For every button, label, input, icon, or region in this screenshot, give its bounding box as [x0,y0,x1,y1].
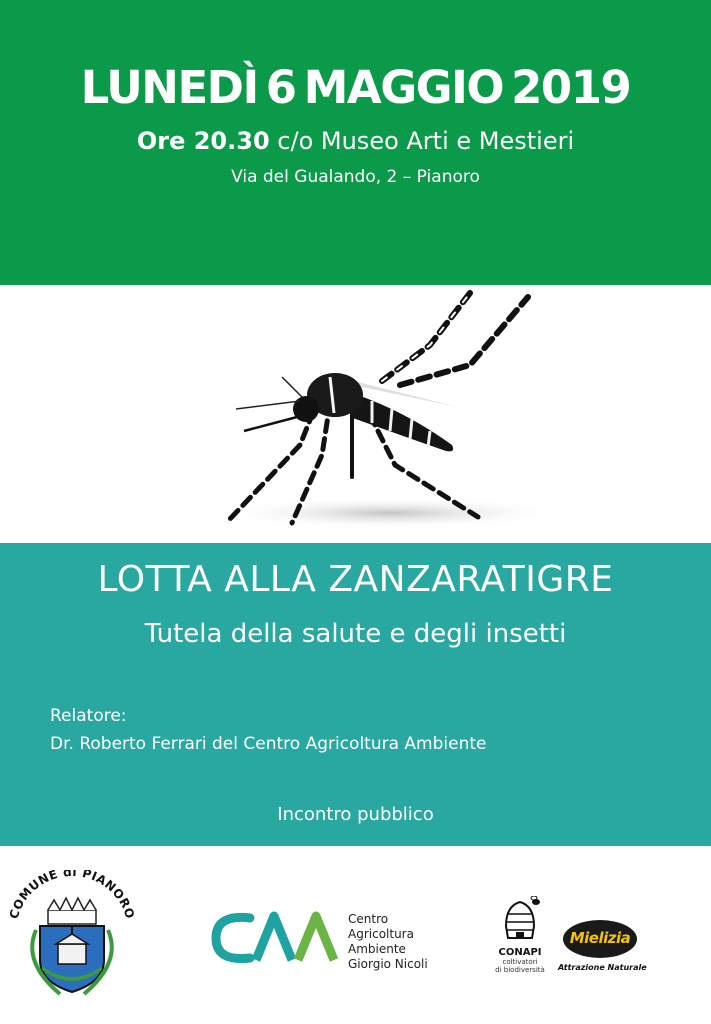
date-month: MAGGIO [303,61,504,114]
event-time-venue [0,125,711,157]
mosquito-illustration-area [0,285,711,543]
caa-line-4: Giorgio Nicoli [348,957,428,971]
event-type: Incontro pubblico [277,804,434,825]
conapi-logo [490,896,550,974]
mosquito-illustration [0,285,711,543]
comune-logo [2,870,142,1002]
caa-line-1: Centro [348,912,389,926]
mielizia-tagline: Attrazione Naturale [558,963,647,972]
date-year: 2019 [511,61,631,114]
caa-logo [208,908,340,972]
caa-name [348,912,428,972]
caa-line-2: Agricoltura [348,927,414,941]
conapi-name: CONAPI [498,947,542,958]
event-subtitle: Tutela della salute e degli insetti [144,619,567,649]
speaker-label: Relatore: [50,706,127,726]
date-day: 6 [265,61,296,114]
caa-wordmark-icon [208,908,340,968]
event-venue: c/o Museo Arti e Mestieri [277,127,575,155]
beehive-icon [498,896,542,942]
header-band [0,0,711,285]
event-time: Ore 20.30 [136,127,270,155]
event-date [0,60,711,116]
mielizia-badge [563,920,637,958]
bee-icon [531,896,540,905]
comune-crest-icon [2,870,142,998]
mielizia-logo [558,920,647,972]
conapi-sub-1: coltivatori [502,958,538,966]
event-address: Via del Gualando, 2 – Pianoro [231,167,480,187]
speaker-name: Dr. Roberto Ferrari del Centro Agricoltura Ambiente [50,734,487,754]
info-band [0,543,711,846]
date-weekday: LUNEDÌ [80,61,258,114]
sponsor-logos [0,846,711,1024]
mielizia-name: Mielizia [569,929,631,947]
event-title: LOTTA ALLA ZANZARATIGRE [97,559,614,600]
comune-logo-text: COMUNE di PIANORO [6,870,138,921]
conapi-sub-2: di biodiversità [495,966,545,974]
caa-line-3: Ambiente [348,942,406,956]
